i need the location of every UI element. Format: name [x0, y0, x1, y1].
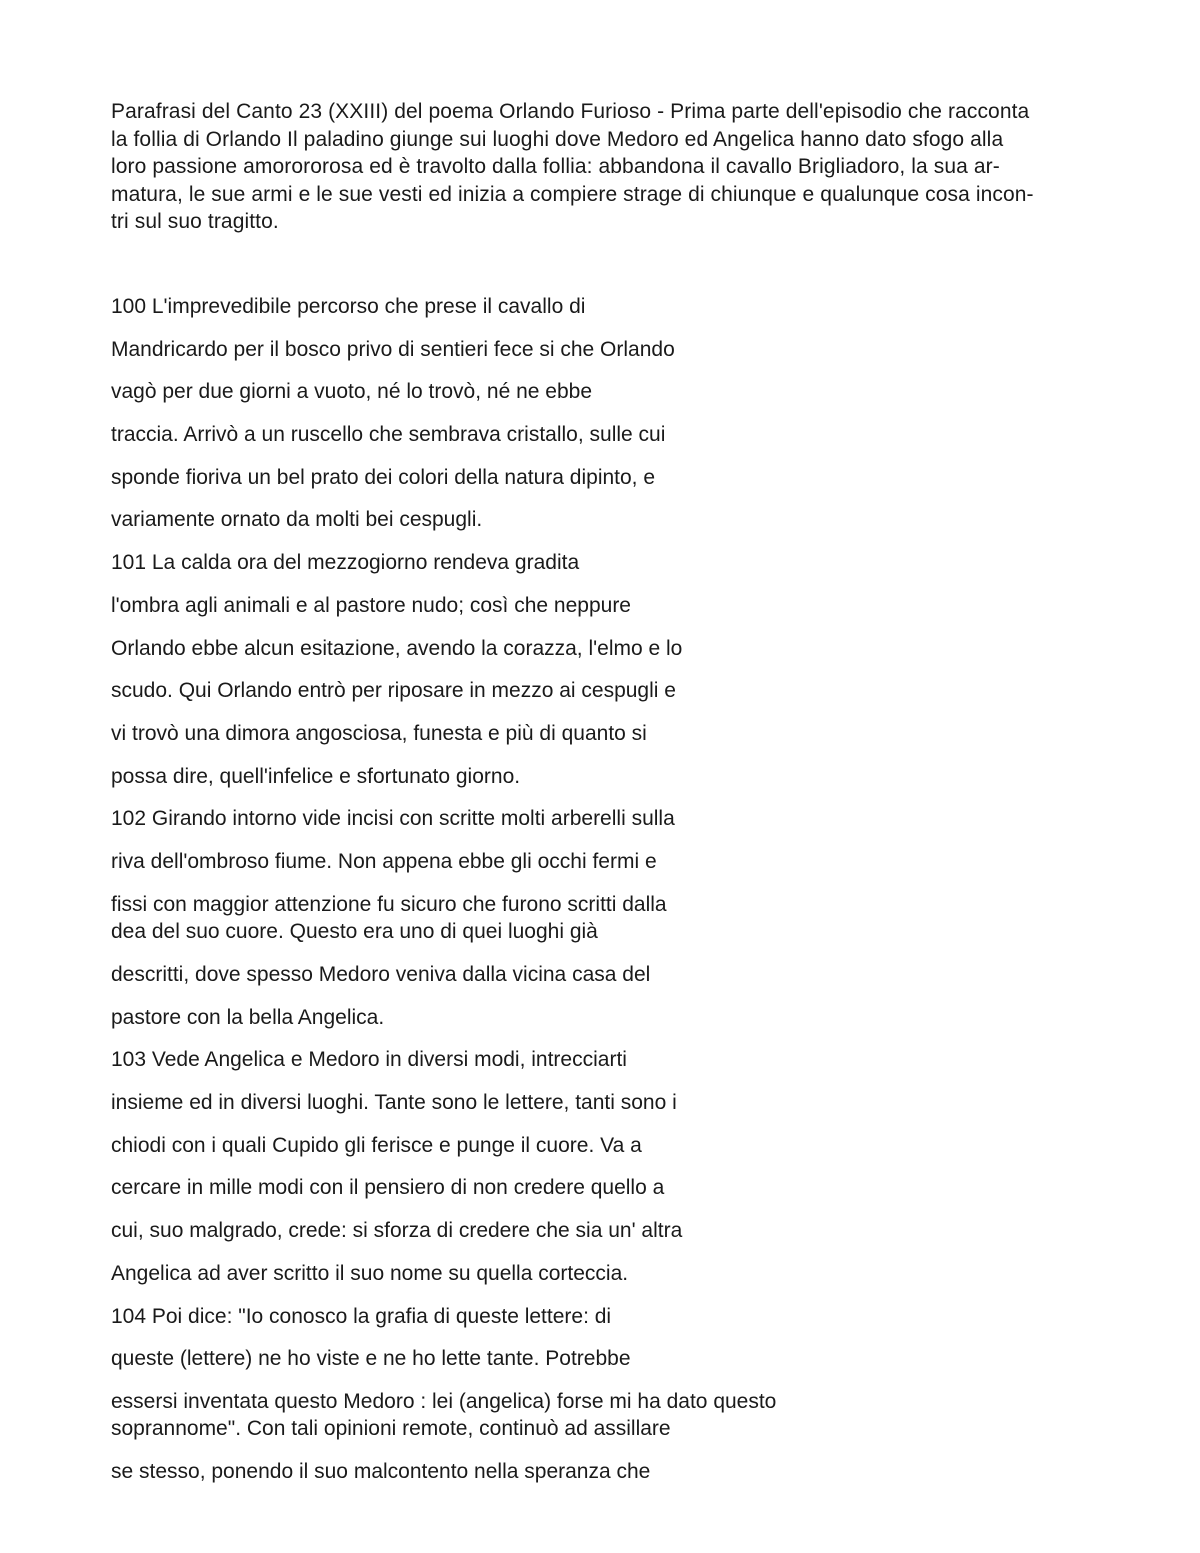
intro-line: tri sul suo tragitto.	[111, 210, 279, 234]
body-line: pastore con la bella Angelica.	[111, 1006, 385, 1029]
body-line: dea del suo cuore. Questo era uno di quei luoghi già	[111, 920, 598, 943]
intro-paragraph	[111, 98, 1151, 236]
intro-line: loro passione amorororosa ed è travolto dalla follia: abbandona il cavallo Brigliadoro, la sua ar-	[111, 155, 1000, 179]
body-line: variamente ornato da molti bei cespugli.	[111, 508, 483, 531]
body-line: riva dell'ombroso fiume. Non appena ebbe gli occhi fermi e	[111, 850, 657, 873]
body-line: cercare in mille modi con il pensiero di non credere quello a	[111, 1176, 665, 1199]
body-line: chiodi con i quali Cupido gli ferisce e punge il cuore. Va a	[111, 1134, 642, 1157]
body-line: traccia. Arrivò a un ruscello che sembrava cristallo, sulle cui	[111, 423, 666, 446]
body-line: Angelica ad aver scritto il suo nome su quella corteccia.	[111, 1262, 629, 1285]
body-line: Mandricardo per il bosco privo di sentieri fece si che Orlando	[111, 338, 675, 361]
body-line: descritti, dove spesso Medoro veniva dalla vicina casa del	[111, 963, 651, 986]
body-line: 101 La calda ora del mezzogiorno rendeva gradita	[111, 551, 580, 574]
body-line: se stesso, ponendo il suo malcontento nella speranza che	[111, 1460, 651, 1483]
body-line: vi trovò una dimora angosciosa, funesta e più di quanto si	[111, 722, 647, 745]
body-line: possa dire, quell'infelice e sfortunato giorno.	[111, 765, 521, 788]
body-line: fissi con maggior attenzione fu sicuro che furono scritti dalla	[111, 893, 667, 916]
intro-line: Parafrasi del Canto 23 (XXIII) del poema Orlando Furioso - Prima parte dell'episodio che racconta	[111, 100, 1030, 123]
body-line: scudo. Qui Orlando entrò per riposare in mezzo ai cespugli e	[111, 679, 676, 702]
body-line: cui, suo malgrado, crede: si sforza di credere che sia un' altra	[111, 1219, 683, 1242]
body-line: soprannome". Con tali opinioni remote, continuò ad assillare	[111, 1417, 671, 1440]
body-line: insieme ed in diversi luoghi. Tante sono le lettere, tanti sono i	[111, 1091, 677, 1114]
body-line: queste (lettere) ne ho viste e ne ho lette tante. Potrebbe	[111, 1347, 631, 1370]
body-line: sponde fioriva un bel prato dei colori della natura dipinto, e	[111, 466, 656, 489]
body-line: essersi inventata questo Medoro : lei (angelica) forse mi ha dato questo	[111, 1390, 777, 1413]
body-line: 102 Girando intorno vide incisi con scritte molti arberelli sulla	[111, 807, 675, 830]
body-line: Orlando ebbe alcun esitazione, avendo la corazza, l'elmo e lo	[111, 637, 683, 660]
body-line: 103 Vede Angelica e Medoro in diversi modi, intrecciarti	[111, 1048, 627, 1071]
intro-line: la follia di Orlando Il paladino giunge sui luoghi dove Medoro ed Angelica hanno dato sfogo alla	[111, 127, 1004, 151]
intro-line: matura, le sue armi e le sue vesti ed inizia a compiere strage di chiunque e qualunque cosa incon-	[111, 182, 1034, 206]
body-line: 100 L'imprevedibile percorso che prese il cavallo di	[111, 295, 586, 318]
body-line: 104 Poi dice: "Io conosco la grafia di queste lettere: di	[111, 1305, 612, 1328]
body-line: vagò per due giorni a vuoto, né lo trovò, né ne ebbe	[111, 380, 593, 403]
body-line: l'ombra agli animali e al pastore nudo; così che neppure	[111, 594, 631, 617]
